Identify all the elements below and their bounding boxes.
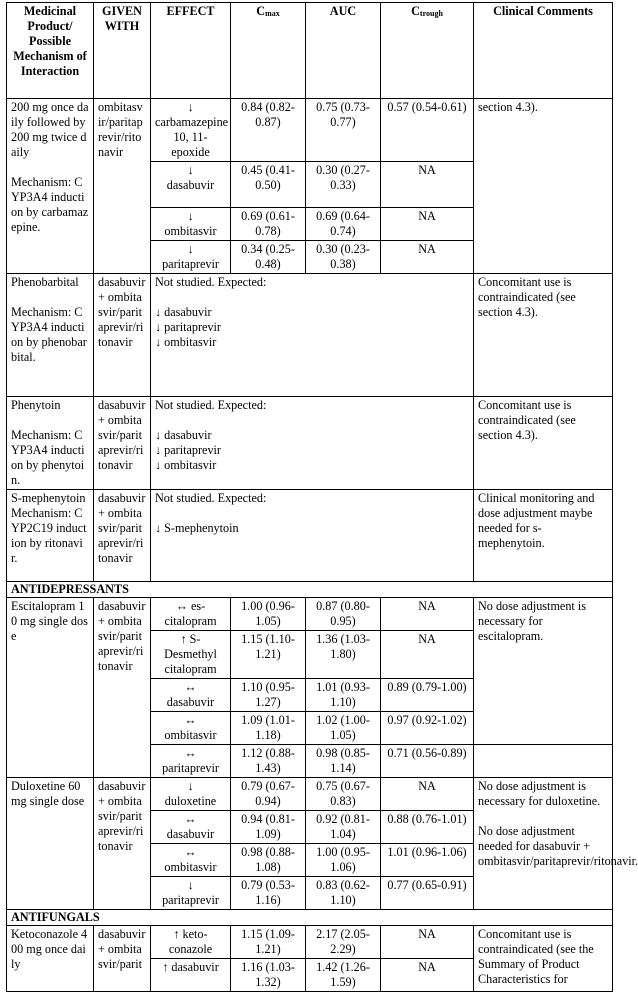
cmax-cell: 0.34 (0.25-0.48) — [231, 241, 306, 274]
effect-cell: Not studied. Expected: ↓ dasabuvir ↓ paritaprevir ↓ ombitasvir — [151, 397, 474, 490]
given-with-cell: dasabuvir + ombitasvir/paritaprevir/ritonavir — [94, 598, 151, 778]
ctrough-cell: NA — [381, 778, 474, 811]
ctrough-cell: 0.89 (0.79-1.00) — [381, 679, 474, 712]
effect-drug: keto-conazole — [168, 927, 213, 956]
table-header-row — [7, 3, 613, 99]
ctrough-cell: NA — [381, 208, 474, 241]
product-cell: Duloxetine 60 mg single dose — [7, 778, 94, 910]
auc-cell: 0.92 (0.81-1.04) — [306, 811, 381, 844]
effect-drug: paritaprevir — [162, 893, 219, 907]
effect-drug: S-Desmethyl citalopram — [164, 632, 217, 676]
header-given-with: GIVEN WITH — [94, 3, 151, 99]
effect-arrow: ↓ — [187, 100, 194, 114]
table-row — [7, 99, 613, 162]
interaction-table — [6, 2, 638, 992]
effect-arrow: ↔ — [184, 746, 197, 760]
effect-cell — [151, 712, 231, 745]
effect-drug: dasabuvir — [171, 960, 219, 974]
effect-drug: dasabuvir — [166, 827, 215, 841]
auc-cell: 0.30 (0.27-0.33) — [306, 162, 381, 208]
effect-cell — [151, 745, 231, 778]
effect-cell: Not studied. Expected: ↓ S-mephenytoin — [151, 490, 474, 582]
effect-arrow: ↔ — [184, 812, 197, 826]
header-effect: EFFECT — [151, 3, 231, 99]
cmax-cell: 0.45 (0.41-0.50) — [231, 162, 306, 208]
effect-drug: dasabuvir — [166, 178, 215, 192]
header-cmax: $C_{max}$ — [231, 3, 306, 99]
effect-drug: ombitasvir — [164, 860, 217, 874]
cmax-cell: 1.16 (1.03-1.32) — [231, 959, 306, 992]
effect-drug: ombitasvir — [164, 728, 217, 742]
table-row — [7, 274, 613, 397]
given-with-cell: dasabuvir + ombitasvir/paritaprevir/ritonavir — [94, 490, 151, 582]
table-row — [7, 490, 613, 582]
auc-cell: 0.75 (0.73-0.77) — [306, 99, 381, 162]
effect-cell — [151, 778, 231, 811]
effect-arrow: ↑ — [173, 927, 180, 941]
effect-cell — [151, 679, 231, 712]
product-cell: Ketoconazole 400 mg once daily — [7, 926, 94, 992]
ctrough-cell: 0.71 (0.56-0.89) — [381, 745, 474, 778]
table-row — [7, 926, 613, 959]
effect-arrow: ↑ — [162, 960, 169, 974]
comment-cell: Clinical monitoring and dose adjustment maybe needed for s-mephenytoin. — [474, 490, 613, 582]
ctrough-cell: 0.97 (0.92-1.02) — [381, 712, 474, 745]
product-cell: S-mephenytoin Mechanism: CYP2C19 induction by ritonavir. — [7, 490, 94, 582]
given-with-cell: ombitasvir/paritaprevir/ritonavir — [94, 99, 151, 274]
comment-cell: Concomitant use is contraindicated (see section 4.3). — [474, 274, 613, 397]
ctrough-cell: 0.57 (0.54-0.61) — [381, 99, 474, 162]
given-with-cell: dasabuvir + ombitasvir/paritaprevir/ritonavir — [94, 778, 151, 910]
effect-arrow: ↓ — [187, 242, 194, 256]
ctrough-cell: NA — [381, 598, 474, 631]
section-row — [7, 582, 613, 598]
comment-cell: Concomitant use is contraindicated (see section 4.3). — [474, 397, 613, 490]
given-with-cell: dasabuvir + ombitasvir/paritaprevir/ritonavir — [94, 397, 151, 490]
effect-drug: carbamazepine 10, 11-epoxide — [155, 115, 229, 159]
header-medicinal-product: Medicinal Product/ Possible Mechanism of Interaction — [7, 3, 94, 99]
effect-drug: paritaprevir — [162, 257, 219, 271]
table-row — [7, 598, 613, 631]
product-cell: Escitalopram 10 mg single dose — [7, 598, 94, 778]
effect-cell — [151, 241, 231, 274]
effect-arrow: ↓ — [187, 163, 194, 177]
effect-cell — [151, 959, 231, 992]
effect-arrow: ↑ — [180, 632, 187, 646]
cmax-cell: 1.15 (1.10-1.21) — [231, 631, 306, 679]
cmax-cell: 0.69 (0.61-0.78) — [231, 208, 306, 241]
comment-cell: No dose adjustment is necessary for escitalopram. — [474, 598, 613, 745]
given-with-cell: dasabuvir + ombitasvir/parit — [94, 926, 151, 992]
effect-arrow: ↔ — [184, 713, 197, 727]
header-clinical-comments: Clinical Comments — [474, 3, 613, 99]
effect-cell — [151, 877, 231, 910]
effect-arrow: ↓ — [187, 209, 194, 223]
given-with-cell: dasabuvir + ombitasvir/paritaprevir/ritonavir — [94, 274, 151, 397]
effect-cell — [151, 631, 231, 679]
effect-cell — [151, 162, 231, 208]
ctrough-cell: NA — [381, 631, 474, 679]
section-heading-antifungals: ANTIFUNGALS — [7, 910, 613, 926]
effect-cell — [151, 598, 231, 631]
section-heading-antidepressants: ANTIDEPRESSANTS — [7, 582, 613, 598]
effect-cell — [151, 844, 231, 877]
cmax-cell: 1.15 (1.09-1.21) — [231, 926, 306, 959]
cmax-cell: 0.84 (0.82-0.87) — [231, 99, 306, 162]
effect-arrow: ↔ — [175, 599, 188, 613]
product-cell: 200 mg once daily followed by 200 mg twice daily Mechanism: CYP3A4 induction by carbamazepine. — [7, 99, 94, 274]
cmax-cell: 1.09 (1.01-1.18) — [231, 712, 306, 745]
effect-drug: es-citalopram — [164, 599, 217, 628]
comment-cell: Concomitant use is contraindicated (see the Summary of Product Characteristics for — [474, 926, 613, 992]
effect-drug: paritaprevir — [162, 761, 219, 775]
comment-cell: section 4.3). — [474, 99, 613, 274]
auc-cell: 0.75 (0.67-0.83) — [306, 778, 381, 811]
effect-arrow: ↓ — [187, 878, 194, 892]
ctrough-cell: NA — [381, 241, 474, 274]
effect-arrow: ↔ — [184, 680, 197, 694]
section-row — [7, 910, 613, 926]
cmax-cell: 0.79 (0.67-0.94) — [231, 778, 306, 811]
comment-cell-empty — [474, 745, 613, 778]
ctrough-cell: 0.88 (0.76-1.01) — [381, 811, 474, 844]
ctrough-cell: NA — [381, 162, 474, 208]
cmax-cell: 1.00 (0.96-1.05) — [231, 598, 306, 631]
ctrough-cell: 0.77 (0.65-0.91) — [381, 877, 474, 910]
table-row — [7, 397, 613, 490]
auc-cell: 0.30 (0.23-0.38) — [306, 241, 381, 274]
product-cell: Phenobarbital Mechanism: CYP3A4 induction by phenobarbital. — [7, 274, 94, 397]
auc-cell: 1.00 (0.95-1.06) — [306, 844, 381, 877]
ctrough-cell: NA — [381, 959, 474, 992]
header-ctrough: $C_{trough}$ — [381, 3, 474, 99]
comment-cell: No dose adjustment is necessary for duloxetine. No dose adjustment needed for dasabuvir + ombitasvir/paritaprevir/ritonavir. — [474, 778, 613, 910]
product-cell: Phenytoin Mechanism: CYP3A4 induction by phenytoin. — [7, 397, 94, 490]
cmax-cell: 1.12 (0.88-1.43) — [231, 745, 306, 778]
effect-drug: dasabuvir — [166, 695, 215, 709]
effect-cell — [151, 811, 231, 844]
effect-arrow: ↓ — [187, 779, 194, 793]
effect-arrow: ↔ — [184, 845, 197, 859]
auc-cell: 1.42 (1.26-1.59) — [306, 959, 381, 992]
effect-drug: ombitasvir — [164, 224, 217, 238]
header-auc: AUC — [306, 3, 381, 99]
effect-cell — [151, 208, 231, 241]
cmax-cell: 0.79 (0.53-1.16) — [231, 877, 306, 910]
auc-cell: 1.02 (1.00-1.05) — [306, 712, 381, 745]
auc-cell: 0.87 (0.80-0.95) — [306, 598, 381, 631]
cmax-cell: 0.98 (0.88-1.08) — [231, 844, 306, 877]
cmax-cell: 0.94 (0.81-1.09) — [231, 811, 306, 844]
effect-cell — [151, 926, 231, 959]
auc-cell: 0.83 (0.62-1.10) — [306, 877, 381, 910]
auc-cell: 0.69 (0.64-0.74) — [306, 208, 381, 241]
ctrough-cell: NA — [381, 926, 474, 959]
auc-cell: 0.98 (0.85-1.14) — [306, 745, 381, 778]
cmax-cell: 1.10 (0.95-1.27) — [231, 679, 306, 712]
effect-cell: Not studied. Expected: ↓ dasabuvir ↓ paritaprevir ↓ ombitasvir — [151, 274, 474, 397]
effect-drug: duloxetine — [164, 794, 217, 808]
interaction-table-page — [6, 2, 638, 992]
effect-cell — [151, 99, 231, 162]
auc-cell: 1.01 (0.93-1.10) — [306, 679, 381, 712]
ctrough-cell: 1.01 (0.96-1.06) — [381, 844, 474, 877]
auc-cell: 2.17 (2.05-2.29) — [306, 926, 381, 959]
table-row — [7, 778, 613, 811]
auc-cell: 1.36 (1.03-1.80) — [306, 631, 381, 679]
